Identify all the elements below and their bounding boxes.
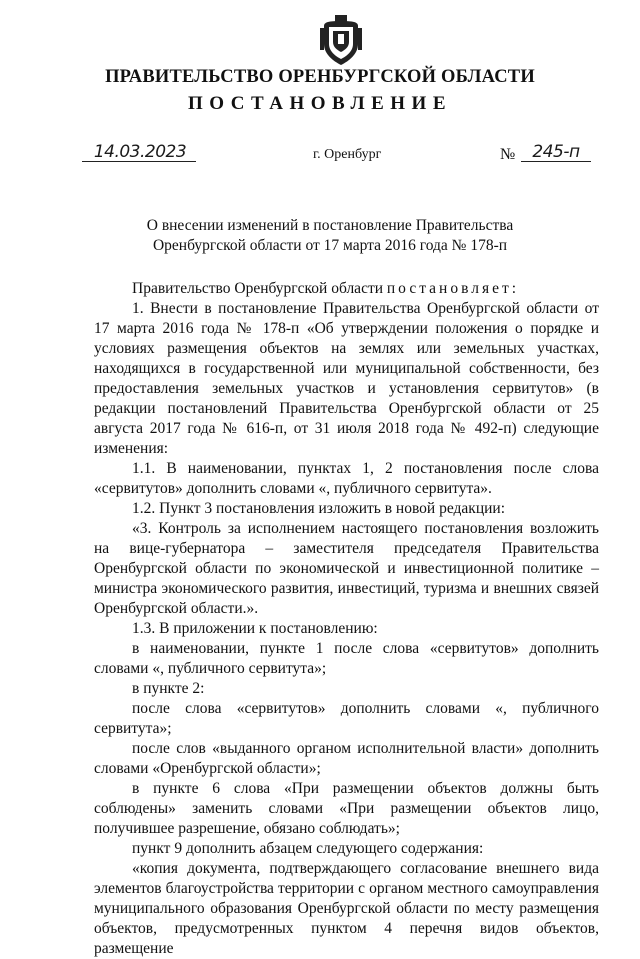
intro-paragraph [94, 279, 599, 299]
organization-title: ПРАВИТЕЛЬСТВО ОРЕНБУРГСКОЙ ОБЛАСТИ [105, 67, 535, 87]
paragraph-1-1: 1.1. В наименовании, пунктах 1, 2 постановления после слова «сервитутов» дополнить словами «, публичного сервитута». [94, 460, 599, 497]
paragraph-1-3-e: в пункте 6 слова «При размещении объектов должны быть соблюдены» заменить словами «При размещении объектов лицо, получившее разрешение, обязано соблюдать»; [94, 780, 599, 837]
document-number-label: № [500, 146, 516, 163]
intro-prefix: Правительство Оренбургской области [132, 280, 384, 297]
document-type-title: ПОСТАНОВЛЕНИЕ [187, 93, 453, 114]
paragraph-1-3-d: после слов «выданного органом исполнительной власти» дополнить словами «Оренбургской области»; [94, 740, 599, 777]
paragraph-1-3: 1.3. В приложении к постановлению: [132, 620, 378, 637]
document-body [94, 279, 599, 959]
document-date: 14.03.2023 [93, 142, 187, 162]
paragraph-1-3-g: «копия документа, подтверждающего согласование внешнего вида элементов благоустройства территории с органом местного самоуправления муниципального образования Оренбургской области по месту размещения объектов, предусмотренных пунктом 4 перечня видов объектов, размещение [94, 860, 599, 957]
paragraph-1-2: 1.2. Пункт 3 постановления изложить в новой редакции: [132, 500, 506, 517]
paragraph-1-3-a: в наименовании, пункте 1 после слова «сервитутов» дополнить словами «, публичного сервитута»; [94, 640, 599, 677]
date-underline [82, 161, 196, 162]
number-underline [521, 161, 591, 162]
document-city: г. Оренбург [313, 147, 382, 162]
paragraph-1-2-quote: «3. Контроль за исполнением настоящего постановления возложить на вице-губернатора – заместителя председателя Правительства Оренбургской области по экономической и инвестиционной политике – министра экономического развития, инвестиций, туризма и внешних связей Оренбургской области.». [94, 520, 599, 617]
intro-action: постановляет: [386, 280, 520, 297]
document-subject [110, 216, 550, 256]
paragraph-1-3-b: в пункте 2: [132, 680, 205, 697]
document-number: 245-п [532, 142, 580, 162]
paragraph-1: 1. Внести в постановление Правительства Оренбургской области от 17 марта 2016 года № 178-п «Об утверждении положения о порядке и условиях размещения объектов на землях или земельных участках, находящихся в государственной или муниципальной собственности, без предоставления земельных участков и установления сервитутов» (в редакции постановлений Правительства Оренбургской области от 25 августа 2017 года № 616-п, от 31 июля 2018 года № 492-п) следующие изменения: [94, 300, 599, 457]
coat-of-arms-icon [318, 14, 364, 66]
paragraph-1-3-f: пункт 9 дополнить абзацем следующего содержания: [132, 840, 484, 857]
subject-line-2: Оренбургской области от 17 марта 2016 года № 178-п [152, 237, 508, 254]
paragraph-1-3-c: после слова «сервитутов» дополнить словами «, публичного сервитута»; [94, 700, 599, 737]
subject-line-1: О внесении изменений в постановление Правительства [146, 217, 514, 234]
